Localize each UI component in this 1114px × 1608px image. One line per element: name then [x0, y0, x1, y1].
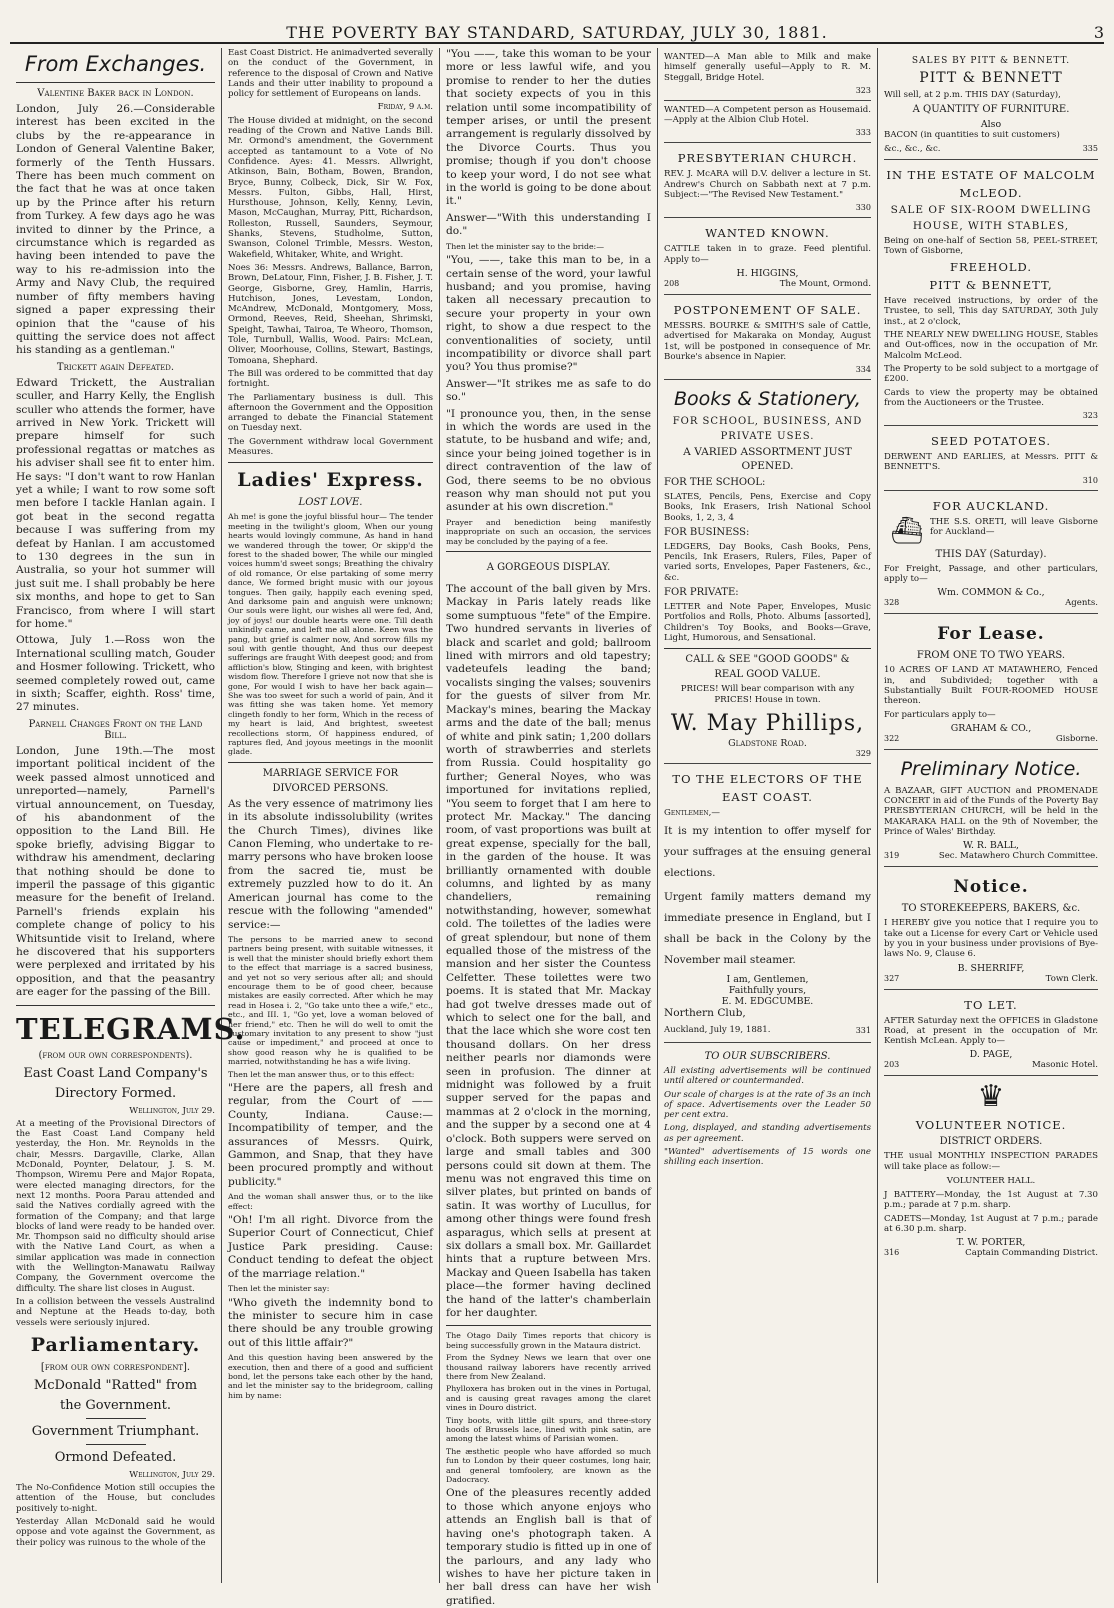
volunteer-notice-ad	[884, 1076, 1098, 1258]
ad-address: Gladstone Road.	[728, 737, 807, 749]
ad-text: DERWENT AND EARLIES, at Messrs. PITT & BENNETT'S.	[884, 452, 1098, 473]
ad-role: Captain Commanding District.	[965, 1248, 1098, 1259]
ad-signature: W. R. BALL,	[962, 840, 1020, 852]
poem-title: LOST LOVE.	[298, 497, 363, 509]
ad-signature: E. M. EDGCUMBE.	[721, 996, 814, 1008]
story-text: In a collision between the vessels Australind and Neptune at the Heads to-day, both vessels were seriously injured.	[16, 1296, 215, 1328]
divider	[228, 462, 433, 463]
correspondents-note: [from our own correspondent].	[40, 1361, 191, 1373]
story-text: "You, ——, take this man to be, in a certain sense of the word, your lawful husband; and you promise, having taken all necessary precaution to secure your property in your own right, to show a due respect to the conventionalities of society, until incompatibility or divorce shall part you? You thus promise?"	[446, 254, 651, 374]
divider	[86, 1418, 146, 1419]
story-text: Then let the minister say:	[228, 1284, 330, 1294]
ad-title: PITT & BENNETT	[919, 70, 1063, 86]
story-title: Valentine Baker back in London.	[37, 88, 194, 99]
ad-signature: B. SHERRIFF,	[957, 962, 1025, 974]
telegrams-heading: TELEGRAMS.	[16, 1011, 246, 1046]
ad-text: Gentlemen,—	[664, 807, 720, 818]
divider	[16, 1005, 215, 1006]
ad-text: REV. J. McARA will D.V. deliver a lecture in St. Andrew's Church on Sabbath next at 7 p.m. Subject:—"The Revised New Testament."	[664, 169, 871, 201]
ad-text: I HEREBY give you notice that I require you to take out a License for every Cart or Vehicle used by you in your business under provisions of Bye-laws No. 9, Clause 6.	[884, 918, 1098, 960]
ad-date: Auckland, July 19, 1881.	[664, 1024, 771, 1035]
headline: the Government.	[59, 1397, 171, 1413]
headline: East Coast Land Company's	[23, 1065, 208, 1081]
notice-text: Long, displayed, and standing advertisements as per agreement.	[664, 1123, 871, 1144]
divider	[86, 1444, 146, 1445]
ad-address: Gisborne.	[1055, 733, 1098, 744]
ad-role: Sec. Matawhero Church Committee.	[938, 851, 1098, 862]
story-text: Then let the minister say to the bride:—	[446, 241, 604, 251]
story-text: Answer—"With this understanding I do."	[446, 211, 651, 238]
pitt-bennett-sale-ad	[884, 48, 1098, 160]
story-text: London, June 19th.—The most important political incident of the week passed almost unnoticed and unreported—namely, Parnell's virtual announcement, on Tuesday, of his abandonment of the opposition to the Land Bill. He spoke briefly, advising Biggar to withdraw his amendment, declaring that nothing should be done to imperil the passage of this gigantic measure for the benefit of Ireland. Parnell's friends explain his complete change of policy to his Whitsuntide visit to Ireland, where he discovered that his supporters were perplexed and irritated by his opposition, and that the peasantry are eager for the passing of the Bill.	[16, 744, 215, 999]
story-text: The æsthetic people who have afforded so much fun to London by their queer costumes, long hair, and general tomfoolery, are known as the Dadocracy.	[446, 1446, 651, 1485]
royal-crest-icon: ♛	[977, 1079, 1005, 1115]
divider	[446, 1325, 651, 1326]
ad-subtitle: FOR SCHOOL, BUSINESS, AND	[672, 416, 863, 428]
ad-subtitle: FREEHOLD.	[950, 260, 1032, 275]
ad-title: FOR AUCKLAND.	[932, 498, 1050, 513]
ad-text: THE S.S. ORETI, will leave Gisborne for Auckland—	[930, 516, 1098, 538]
story-text: The Parliamentary business is dull. This afternoon the Government and the Opposition arranged to debate the Financial Statement on Tuesday next.	[228, 392, 433, 434]
ad-role: Town Clerk.	[1045, 973, 1098, 984]
ad-text: It is my intention to offer myself for your suffrages at the ensuing general elections.	[664, 825, 871, 880]
ad-address: The Mount, Ormond.	[779, 278, 871, 289]
story-text: The Otago Daily Times reports that chicory is being successfully grown in the Mataura district.	[446, 1331, 651, 1350]
ad-text: Urgent family matters demand my immediate presence in England, but I shall be back in the Colony by the November mail steamer.	[664, 891, 871, 967]
story-text: One of the pleasures recently added to those which anyone enjoys who attends an English ball is that of having one's photograph taken. A temporary studio is fitted up in one of the parlours, and any lady who wishes to have her picture taken in her ball dress can have her wish gratified.	[446, 1487, 651, 1607]
ad-subtitle: VOLUNTEER HALL.	[946, 1175, 1036, 1186]
ad-title: VOLUNTEER NOTICE.	[915, 1118, 1067, 1133]
divider	[446, 551, 651, 552]
story-text: Prayer and benediction being manifestly inappropriate on such an occasion, the services may be concluded by the paying of a fee.	[446, 517, 651, 546]
ad-text: A QUANTITY OF FURNITURE.	[912, 104, 1070, 116]
ad-text: WANTED—A Competent person as Housemaid.—Apply at the Albion Club Hotel.	[664, 104, 871, 126]
ad-text: THIS DAY (Saturday).	[935, 548, 1047, 560]
ad-text: Cards to view the property may be obtained from the Auctioneers or the Trustee.	[884, 387, 1098, 408]
ad-section-heading: FOR PRIVATE:	[664, 587, 739, 599]
wanted-ad	[664, 48, 871, 101]
column-4	[658, 48, 878, 1583]
ad-text: Will sell, at 2 p.m. THIS DAY (Saturday),	[884, 90, 1061, 100]
ad-text: SLATES, Pencils, Pens, Exercise and Copy Books, Ink Erasers, Irish National School Books, 1, 2, 3, 4	[664, 491, 871, 523]
ad-text: AFTER Saturday next the OFFICES in Gladstone Road, at present in the occupation of Mr. Kentish McLean. Apply to—	[884, 1015, 1098, 1047]
ad-title: Books & Stationery,	[674, 388, 861, 411]
masthead	[10, 8, 1104, 44]
headline: Ormond Defeated.	[54, 1449, 177, 1465]
ad-section-heading: FOR BUSINESS:	[664, 526, 750, 538]
mcleod-estate-ad	[884, 160, 1098, 427]
ad-title: WANTED KNOWN.	[705, 226, 830, 241]
subscribers-notice	[664, 1043, 871, 1168]
story-text: London, July 26.—Considerable interest has been excited in the clubs by the re-appearance in London of General Valentine Baker, formerly of the Tenth Hussars. There has been much comment on the fact that he was at once taken up by the Prince after his return from Turkey. A few days ago he was invited to dinner by the Prince, a circumstance which is regarded as having been intended to pave the way to his re-admission into the Army and Navy Club, the required number of fifty members having signed a paper expressing their opinion that the "cause of his quitting the service does not affect his standing as a gentleman."	[16, 103, 215, 357]
ad-title: Preliminary Notice.	[900, 757, 1082, 780]
notice-text: "Wanted" advertisements of 15 words one shilling each insertion.	[664, 1147, 871, 1168]
ad-text: A BAZAAR, GIFT AUCTION and PROMENADE CONCERT in aid of the Funds of the Poverty Bay PRESBYTERIAN CHURCH, will be held in the MAKARAKA HALL on the 9th of November, the Prince of Wales' Birthday.	[884, 785, 1098, 838]
ad-text: Also	[980, 119, 1002, 131]
ad-number: 322	[884, 733, 900, 743]
divider	[228, 762, 433, 763]
ad-title: PRESBYTERIAN CHURCH.	[677, 151, 858, 166]
ad-number: 331	[855, 1025, 871, 1035]
story-text: Then let the man answer thus, or to this effect:	[228, 1069, 415, 1079]
ad-text: CALL & SEE "GOOD GOODS" &	[685, 654, 850, 666]
column-2	[222, 48, 440, 1583]
story-title: Trickett again Defeated.	[56, 361, 175, 373]
ad-text: Northern Club,	[664, 1007, 746, 1020]
ad-text: For Freight, Passage, and other particulars, apply to—	[884, 563, 1098, 585]
ad-section-heading: FOR THE SCHOOL:	[664, 476, 766, 488]
story-text: And this question having been answered by the execution, then and there of a good and sufficient bond, let the persons take each other by the hand, and let the minister say to the bridegroom, calling him by name:	[228, 1353, 433, 1400]
ad-closing: Faithfully yours,	[728, 985, 807, 997]
notice-title: TO OUR SUBSCRIBERS.	[704, 1050, 831, 1062]
story-text: The No-Confidence Motion still occupies the attention of the House, but concludes positively to-night.	[16, 1483, 215, 1514]
ad-signature: D. PAGE,	[969, 1049, 1013, 1061]
story-text: The House divided at midnight, on the second reading of the Crown and Native Lands Bill. Mr. Ormond's amendment, the Government accepted as tantamount to a Vote of No Confidence. Ayes: 41. Messrs. Allwright, Atkinson, Bain, Botham, Bowen, Brandon, Bryce, Bunny, Colbeck, Dick, Sir W. Fox, Messrs. Fulton, Gibbs, Hall, Hirst, Hursthouse, Johnson, Kelly, Kenny, Levin, Mason, McCaughan, Murray, Pitt, Richardson, Rolleston, Russell, Saunders, Seymour, Shanks, Stevens, Studholme, Sutton, Swanson, Colonel Trimble, Messrs. Weston, Wakefield, Whitaker, White, and Wright.	[228, 115, 433, 260]
ad-number: 328	[884, 598, 900, 608]
ad-subtitle: PITT & BENNETT,	[929, 278, 1053, 293]
ad-role: Agents.	[1065, 598, 1098, 609]
ad-title: POSTPONEMENT OF SALE.	[673, 302, 862, 317]
story-text: "Oh! I'm all right. Divorce from the Superior Court of Connecticut, Chief Justice Park presiding. Cause: Conduct tending to defeat the object of the marriage relation."	[228, 1214, 433, 1280]
story-text: And the woman shall answer thus, or to the like effect:	[228, 1192, 433, 1211]
story-text: As the very essence of matrimony lies in its absolute indissolubility (writes the Church Times), divines like Canon Fleming, who undertake to re-marry persons who have broken loose from the sacred tie, must be extremely puzzled how to do it. An American journal has come to the rescue with the following "amended" service:—	[228, 797, 433, 931]
headline: A GORGEOUS DISPLAY.	[486, 562, 611, 574]
ad-title: SEED POTATOES.	[930, 434, 1052, 449]
lease-ad	[884, 614, 1098, 749]
electors-ad	[664, 764, 871, 1043]
ad-subtitle: HOUSE, WITH STABLES,	[912, 219, 1070, 232]
ad-number: 334	[855, 365, 871, 375]
ad-number: 310	[1082, 475, 1098, 485]
ad-number: 335	[1082, 143, 1098, 153]
ad-text: BACON (in quantities to suit customers)	[884, 130, 1060, 141]
ad-number: 327	[884, 973, 900, 983]
divider	[16, 82, 215, 83]
ad-title: SALES BY PITT & BENNETT.	[911, 56, 1071, 66]
ad-number: 333	[855, 128, 871, 138]
ad-text: CATTLE taken in to graze. Feed plentiful. Apply to—	[664, 244, 871, 265]
ad-number: 329	[855, 748, 871, 758]
seed-potatoes-ad	[884, 426, 1098, 491]
story-text: Ottowa, July 1.—Ross won the International sculling match, Gouder and Hosmer following. Trickett, who seemed completely rowed out, came in sixth; Scaffer, eighth. Ross' time, 27 minutes.	[16, 634, 215, 714]
story-text: "Who giveth the indemnity bond to the minister to secure him in case there should be any trouble growing out of this little affair?"	[228, 1296, 433, 1349]
columns	[10, 48, 1104, 1607]
ad-title: IN THE ESTATE OF MALCOLM	[886, 167, 1096, 182]
story-text: "You ——, take this woman to be your more or less lawful wife, and you promise to render to her the duties that society expects of you in this relation until some incompatibility of temper arises, or until the present arrangement is regularly dissolved by the Divorce Courts. Thus you promise; though if you don't choose to keep your word, I do not see what in the world is going to be done about it."	[446, 48, 651, 208]
ad-text: LEDGERS, Day Books, Cash Books, Pens, Pencils, Ink Erasers, Rulers, Files, Paper of varied sorts, Envelopes, Paper Fasteners, &c., &c.	[664, 541, 871, 583]
ad-number: 330	[855, 203, 871, 213]
story-text: "I pronounce you, then, in the sense in which the words are used in the statute, to be husband and wife; and, since your being joined together is in direct contravention of the law of God, there seems to be no obvious reason why man should not put you asunder at his own discretion."	[446, 407, 651, 514]
ad-title: EAST COAST.	[722, 789, 813, 804]
column-5	[878, 48, 1104, 1583]
column-1	[10, 48, 246, 1583]
ad-subtitle: FROM ONE TO TWO YEARS.	[916, 650, 1066, 662]
to-let-ad	[884, 990, 1098, 1077]
headline: McDonald "Ratted" from	[33, 1377, 198, 1393]
ladies-express-heading: Ladies' Express.	[237, 469, 424, 492]
headline: DIVORCED PERSONS.	[272, 782, 389, 794]
story-text: Yesterday Allan McDonald said he would oppose and vote against the Government, as their policy was ruinous to the whole of the	[16, 1517, 215, 1548]
wanted-ad	[664, 101, 871, 144]
books-stationery-ad	[664, 380, 871, 764]
ad-text: MESSRS. BOURKE & SMITH'S sale of Cattle, advertised for Makaraka on Monday, August 1st, will be postponed in consequence of Mr. Bourke's absence in Napier.	[664, 320, 871, 362]
story-title: Parnell Changes Front on the Land Bill.	[28, 718, 203, 741]
ad-number: 316	[884, 1248, 900, 1258]
headline: Directory Formed.	[54, 1085, 177, 1101]
ad-address: Masonic Hotel.	[1031, 1060, 1098, 1071]
ad-text: &c., &c., &c.	[884, 143, 941, 154]
presbyterian-ad	[664, 143, 871, 218]
postponement-ad	[664, 295, 871, 380]
ad-brand: W. May Phillips,	[670, 710, 865, 736]
ad-text: 10 ACRES OF LAND AT MATAWHERO, Fenced in, and Subdivided; together with a Substantially Built FOUR-ROOMED HOUSE thereon.	[884, 665, 1098, 707]
ad-number: 323	[1082, 411, 1098, 421]
ad-title: TO THE ELECTORS OF THE	[672, 771, 863, 786]
story-text: The persons to be married anew to second partners being present, with suitable witnesses, it is well that the minister should briefly exhort them to the effect that marriage is a sacred business, and yet not so very serious after all; and should encourage them to be of good cheer, because mistakes are easily corrected. After which he may read in Hosea i. 2, "Go take unto thee a wife," etc., etc., and III. 1, "Go yet, love a woman beloved of her friend," etc. Then he will do well to omit the customary invitation to any present to show "just cause or impediment," and proceed at once to show good reason why he is qualified to be married, notwithstanding he has a wife living.	[228, 934, 433, 1067]
story-text: Noes 36: Messrs. Andrews, Ballance, Barron, Brown, DeLatour, Finn, Fisher, J. B. Fisher, J. T. George, Gisborne, Grey, Hamlin, Harris, Hutchison, Jones, Levestam, London, McAndrew, McDonald, Montgomery, Moss, Ormond, Reeves, Reid, Sheehan, Shrimski, Speight, Tawhai, Tairoa, Te Wheoro, Thomson, Tole, Turnbull, Wallis, Wood. Pairs: McLean, Oliver, Moorhouse, Collins, Stewart, Bastings, Tomoana, Shephard.	[228, 262, 433, 366]
ad-title: TO LET.	[964, 997, 1018, 1012]
ad-number: 203	[884, 1060, 900, 1070]
dateline: Friday, 9 a.m.	[377, 102, 433, 113]
ad-text: PRICES! Will bear comparison with any PRICES! House in town.	[680, 684, 855, 705]
story-text: At a meeting of the Provisional Directors of the East Coast Land Company held yesterday, the Hon. Mr. Reynolds in the chair, Messrs. Dargaville, Clarke, Allan McDonald, Poynter, Delatour, J. S. M. Thompson, Wiremu Pere and Major Ropata, were elected managing directors, for the next 12 months. Poora Parau attended and said the Natives cordially agreed with the formation of the Company; and that large blocks of land were ready to be handed over. Mr. Thompson said no difficulty should arise with the Native Land Court, as when a similar application was made in connection with the Wellington-Manawatu Railway Company, the Government overcome the difficulty. The share list closes in August.	[16, 1118, 215, 1294]
dateline: Wellington, July 29.	[129, 1469, 215, 1480]
ad-subtitle: PRIVATE USES.	[720, 431, 815, 443]
divider	[664, 648, 871, 649]
ad-subtitle: SALE OF SIX-ROOM DWELLING	[890, 203, 1092, 216]
headline: MARRIAGE SERVICE FOR	[262, 767, 399, 779]
preliminary-notice-ad	[884, 750, 1098, 867]
ad-signature: T. W. PORTER,	[956, 1237, 1026, 1249]
ad-subtitle: TO STOREKEEPERS, BAKERS, &c.	[901, 903, 1081, 915]
ad-signature: Wm. COMMON & Co.,	[937, 587, 1045, 599]
headline: Government Triumphant.	[31, 1423, 200, 1439]
story-text: Tiny boots, with little gilt spurs, and three-story hoods of Brussels lace, lined with pink satin, are among the latest whims of Parisian women.	[446, 1415, 651, 1444]
ad-closing: I am, Gentlemen,	[726, 974, 809, 986]
story-text: From the Sydney News we learn that over one thousand railway laborers have recently arrived there from New Zealand.	[446, 1353, 651, 1381]
ad-signature: GRAHAM & CO.,	[950, 722, 1032, 734]
story-text: East Coast District. He animadverted severally on the conduct of the Government, in reference to the disposal of Crown and Native Lands and their utter inability to propound a policy for settlement of Europeans on lands.	[228, 48, 433, 100]
ad-text: Being on one-half of Section 58, PEEL-STREET, Town of Gisborne,	[884, 235, 1098, 256]
story-text: The Bill was ordered to be committed that day fortnight.	[228, 368, 433, 390]
story-text: Answer—"It strikes me as safe to do so."	[446, 377, 651, 404]
ad-signature: H. HIGGINS,	[736, 267, 799, 279]
ad-text: LETTER and Note Paper, Envelopes, Music Portfolios and Rolls, Photo. Albums [assorted], Children's Toy Books, and Books—Grave, Light, Humorous, and Sensational.	[664, 602, 871, 643]
story-text: Edward Trickett, the Australian sculler, and Harry Kelly, the English sculler who attends the former, have arrived in New York. Trickett will prepare himself for such professional regattas or matches as his adviser shall see fit to enter him. He says: "I don't want to row Hanlan yet a while; I want to row some soft men before I tackle Hanlan again. I got beat in the second regatta because I was suffering from my defeat by Hanlan. I am accustomed to 130 degrees in the sun in Australia, so your hot summer will just suit me. I shall probably be here six months, and hope to get to San Francisco, from where I will start for home."	[16, 376, 215, 631]
notice-text: All existing advertisements will be continued until altered or countermanded.	[664, 1065, 871, 1087]
ad-text: For particulars apply to—	[884, 709, 996, 720]
poem-text: Ah me! is gone the joyful blissful hour— The tender meeting in the twilight's gloom, When our young hearts would lovingly commune, As hand in hand we wandered through the tower, Or skipp'd the forest to the shaded bower, The while our mingled voices humm'd sweet songs; Breathing the chivalry of old romance, Or else partaking of some merry dance, We formed bright music with our joyous tongues. Then gaily, happily each evening sped, And darksome pain and anguish were unknown; Our souls were light, our wishes all were fed, And, joy of joys! our double hearts were one. Till death unkindly came, and left me all alone. Keen was the pang, but grief is calmer now, And sorrow fills my soul with gentle thought, And thus our deepest sufferings are fraught With deepest good; and from affliction's blow, Stinging and keen, with brightest wisdom flow. Therefore I grieve not now that she is gone, For would I wish to have her back again— She was too sweet for such a world of pain, And it was fitting she was taken home. Yet memory clingeth fondly to her form, Which in the recess of my heart is laid, And brightest, sweetest recollections storm, Of happiness endured, of raptures fled, And joyous meetings in the moonlit glade.	[228, 512, 433, 757]
ad-text: CADETS—Monday, 1st August at 7 p.m.; parade at 6.30 p.m. sharp.	[884, 1213, 1098, 1234]
story-text: The Government withdraw local Government Measures.	[228, 436, 433, 457]
dateline: Wellington, July 29.	[129, 1105, 215, 1116]
correspondents-note: (from our own correspondents).	[38, 1049, 193, 1061]
ad-text: REAL GOOD VALUE.	[714, 669, 821, 681]
ad-title: For Lease.	[937, 624, 1045, 645]
ad-number: 323	[855, 85, 871, 95]
wanted-known-ad	[664, 218, 871, 295]
parliamentary-heading: Parliamentary.	[30, 1333, 201, 1356]
notice-text: Our scale of charges is at the rate of 3s an inch of space. Advertisements over the Leader 50 per cent extra.	[664, 1089, 871, 1121]
ad-text: A VARIED ASSORTMENT JUST OPENED.	[683, 446, 852, 472]
ad-text: THE usual MONTHLY INSPECTION PARADES will take place as follow:—	[884, 1151, 1098, 1172]
story-text: The account of the ball given by Mrs. Mackay in Paris lately reads like some sumptuous "fete" of the Empire. Two hundred servants in liveries of black and scarlet and gold; ballroom lined with mirrors and old tapestry; vadeteufels leading the band; vocalists singing the valses; souvenirs for the guests of silver from Mr. Mackay's mines, bearing the Mackay arms and the date of the ball; menus of white and pink satin; 1,200 dollars worth of strawberries and sterlets from Russia. Could hospitality go further; General Noyes, who was importuned for invitations replied, "You seem to forget that I am here to protect Mr. Mackay." The dancing room, of vast proportions was built at great expense, specially for the ball, in the garden of the house. It was brilliantly ornamented with double columns, and lighted by as many chandeliers, remaining notwithstanding, however, somewhat cold. The toilettes of the ladies were of great splendour, but none of them equalled those of the mistress of the mansion and her sister the Countess Celfetter. These toilettes were two poems. It is stated that Mr. Mackay had got twelve dresses made out of which to select one for the ball, and that the lace which she wore cost ten thousand dollars. On her dress neither pearls nor diamonds were seen in profusion. The dinner at midnight was followed by a fruit supper served for the papas and mammas at 2 o'clock in the morning, and the supper by a second one at 4 o'clock. Both suppers were served on large and small tables and 300 persons could sit down at them. The menu was not engraved this time on silver plates, but printed on bands of satin. It was worthy of Lucullus, for among other things were found fresh asparagus, which sells at present at six dollars a small box. Mr. Gaillardet hints that a rupture between Mrs. Mackay and Queen Isabella has taken place—the former having declined the hand of the latter's chamberlain for her daughter.	[446, 583, 651, 1319]
ad-title: McLEOD.	[959, 185, 1023, 200]
ad-text: J BATTERY—Monday, the 1st August at 7.30 p.m.; parade at 7 p.m. sharp.	[884, 1189, 1098, 1211]
ad-text: WANTED—A Man able to Milk and make himself generally useful—Apply to R. M. Steggall, Bridge Hotel.	[664, 52, 871, 83]
steamship-icon: ⛴	[890, 515, 924, 546]
notice-ad	[884, 867, 1098, 989]
page-number: 3	[1093, 23, 1104, 42]
ad-subtitle: DISTRICT ORDERS.	[939, 1136, 1043, 1148]
ad-text: The Property to be sold subject to a mortgage of £200.	[884, 363, 1098, 385]
ad-number: 319	[884, 851, 900, 861]
ad-text: Have received instructions, by order of the Trustee, to sell, This day SATURDAY, 30th July inst., at 2 o'clock,	[884, 296, 1098, 327]
ad-text: THE NEARLY NEW DWELLING HOUSE, Stables and Out-offices, now in the occupation of Mr. Malcolm McLeod.	[884, 330, 1098, 361]
auckland-ad	[884, 491, 1098, 615]
story-text: Phylloxera has broken out in the vines in Portugal, and is causing great ravages among the claret vines in Douro district.	[446, 1384, 651, 1413]
story-text: "Here are the papers, all fresh and regular, from the Court of —— County, Indiana. Cause:—Incompatibility of temper, and the assurances of Messrs. Quirk, Gammon, and Snap, that they have been procured promptly and without publicity."	[228, 1082, 433, 1188]
masthead-title: THE POVERTY BAY STANDARD, SATURDAY, JULY 30, 1881.	[286, 23, 828, 42]
ad-number: 208	[664, 278, 680, 288]
column-3	[440, 48, 658, 1607]
exchanges-heading: From Exchanges.	[24, 52, 207, 76]
ad-title: Notice.	[953, 877, 1029, 898]
